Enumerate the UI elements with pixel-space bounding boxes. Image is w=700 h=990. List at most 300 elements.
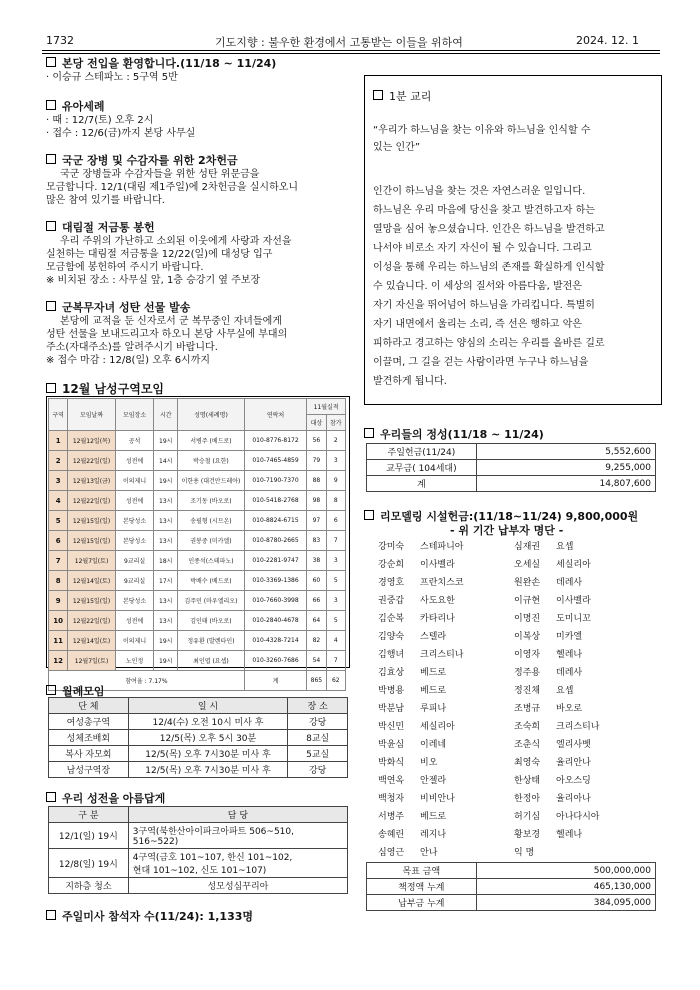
group-cell: 12월13일(금): [68, 471, 115, 491]
donor-baptismal-name: 아나다시아: [556, 812, 600, 822]
donor-name: 권중갑: [378, 596, 405, 606]
donor-name: 조춘식: [514, 740, 541, 750]
col-header: 모임날짜: [68, 399, 115, 431]
donor-name: 허기심: [514, 812, 541, 822]
group-cell: 12월15일(일): [68, 531, 115, 551]
group-cell: 성전에: [115, 611, 154, 631]
teaching-line: 이끌며, 그 길을 걷는 사람이라면 누구나 하느님을: [373, 357, 589, 368]
checkbox-icon: [46, 57, 56, 67]
donation-title: 국군 장병 및 수감자를 위한 2차헌금: [46, 152, 346, 168]
donor-row: [378, 808, 658, 826]
group-row: [49, 591, 346, 611]
donor-list: [378, 538, 658, 862]
col-header: 구 분: [49, 807, 129, 823]
group-cell: 6: [49, 531, 68, 551]
donor-name: 송혜린: [378, 830, 405, 840]
totals-amount: 465,130,000: [476, 879, 655, 895]
donor-row: [378, 736, 658, 754]
military-line: ※ 접수 마감 : 12/8(일) 오후 6시까지: [46, 355, 211, 366]
checkbox-icon: [46, 154, 56, 164]
totals-row: [367, 895, 656, 911]
group-cell: 본당성소: [115, 591, 154, 611]
group-row: [49, 531, 346, 551]
advent-line: 모금함에 봉헌하여 주시기 바랍니다.: [46, 262, 204, 273]
donor-baptismal-name: 프란치스코: [420, 578, 464, 588]
teaching-title: 1분 교리: [373, 88, 431, 104]
group-cell: 송필형 (시므온): [178, 511, 245, 531]
military-line: 주소(자대주소)를 알려주시기 바랍니다.: [46, 342, 218, 353]
donor-name: 박윤심: [378, 740, 405, 750]
donor-baptismal-name: 스테파니아: [420, 542, 464, 552]
donor-name: 조병규: [514, 704, 541, 714]
group-row: [49, 551, 346, 571]
col-header: 성명(세례명): [178, 399, 245, 431]
welcome-title: 본당 전입을 환영합니다.(11/18 ~ 11/24): [46, 55, 346, 71]
donor-baptismal-name: 사도요한: [420, 596, 455, 606]
group-cell: 3: [326, 591, 345, 611]
group-cell: 김주민 (마우엘리오): [178, 591, 245, 611]
baptism-line: · 때 : 12/7(토) 오후 2시: [46, 115, 154, 126]
donor-row: [378, 592, 658, 610]
teaching-body: [373, 182, 605, 391]
monthly-cell: 강당: [288, 762, 348, 778]
donor-baptismal-name: 베드로: [420, 686, 447, 696]
donation-line: 많은 참여 있기를 바랍니다.: [46, 195, 165, 206]
advent-line: 우리 주위의 가난하고 소외된 이웃에게 사랑과 자선을: [60, 236, 292, 247]
donor-name: 조숙희: [514, 722, 541, 732]
teaching-question: “우리가 하느님을 찾는 이유와 하느님을 인식할 수: [373, 125, 591, 136]
group-cell: 88: [307, 471, 326, 491]
donor-row: [378, 844, 658, 862]
donor-baptismal-name: 안나: [420, 848, 438, 858]
donor-name: 최영숙: [514, 758, 541, 768]
offering-amount: 5,552,600: [476, 444, 655, 460]
group-cell: 6: [326, 511, 345, 531]
teaching-line: 열망을 심어 놓으셨습니다. 인간은 하느님을 발견하고: [373, 224, 605, 235]
donor-baptismal-name: 비비안나: [420, 794, 455, 804]
donor-name: 김양숙: [378, 632, 405, 642]
group-cell: 12월15일(일): [68, 511, 115, 531]
donor-baptismal-name: 바오로: [556, 704, 583, 714]
monthly-cell: 12/5(목) 오후 7시30분 미사 후: [128, 762, 288, 778]
teaching-line: 발견하게 됩니다.: [373, 376, 447, 387]
offering-title: 우리들의 정성(11/18 ~ 11/24): [364, 426, 544, 442]
group-cell: 9교리실: [115, 571, 154, 591]
teaching-line: 자기 자신을 뛰어넘어 하느님을 가리킵니다. 특별히: [373, 300, 595, 311]
col-header: 연락처: [244, 399, 306, 431]
teaching-line: 나서야 비로소 자기 자신이 될 수 있습니다. 그리고: [373, 243, 592, 254]
offering-label: 교무금( 104세대): [367, 460, 477, 476]
col-header: 시간: [154, 399, 178, 431]
group-cell: 11: [49, 631, 68, 651]
group-cell: 010-3369-1386: [244, 571, 306, 591]
group-cell: 김인태 (바오로): [178, 611, 245, 631]
group-cell: 1: [49, 431, 68, 451]
group-cell: 38: [307, 551, 326, 571]
cleaning-assignee: 성모성심꾸리아: [128, 878, 347, 894]
donor-name: 정진채: [514, 686, 541, 696]
group-cell: 18시: [154, 551, 178, 571]
military-line: 성탄 선물을 보내드리고자 하오니 본당 사무실에 부대의: [46, 329, 288, 340]
donor-row: [378, 790, 658, 808]
group-cell: 010-5418-2768: [244, 491, 306, 511]
group-cell: 본당성소: [115, 531, 154, 551]
donor-row: [378, 664, 658, 682]
group-cell: 노인정: [115, 651, 154, 671]
monthly-title: 월례모임: [46, 683, 105, 699]
group-cell: 8: [326, 491, 345, 511]
group-row: [49, 511, 346, 531]
advent-line: ※ 비치된 장소 : 사무실 앞, 1층 승강기 옆 주보장: [46, 275, 261, 286]
baptism-line: · 접수 : 12/6(금)까지 본당 사무실: [46, 128, 196, 139]
group-cell: 010-3260-7686: [244, 651, 306, 671]
donor-baptismal-name: 카타리나: [420, 614, 455, 624]
donor-baptismal-name: 이사벨라: [556, 596, 591, 606]
teaching-box: [364, 75, 662, 405]
offering-table: [366, 443, 656, 492]
group-cell: 12월7일(토): [68, 551, 115, 571]
donor-baptismal-name: 비오: [420, 758, 438, 768]
monthly-cell: 남성구역장: [49, 762, 129, 778]
donor-name: 박화식: [378, 758, 405, 768]
donor-baptismal-name: 레지나: [420, 830, 447, 840]
monthly-row: [49, 746, 348, 762]
military-title: 군복무자녀 성탄 선물 발송: [46, 299, 346, 315]
group-cell: 12월22일(일): [68, 451, 115, 471]
monthly-row: [49, 730, 348, 746]
offering-label: 계: [367, 476, 477, 492]
donor-name: 오세실: [514, 560, 541, 570]
donor-baptismal-name: 헬레나: [556, 650, 583, 660]
checkbox-icon: [46, 383, 56, 393]
group-cell: 97: [307, 511, 326, 531]
group-cell: 12월14일(토): [68, 631, 115, 651]
group-cell: 19시: [154, 631, 178, 651]
group-cell: 5: [49, 511, 68, 531]
group-cell: 최인엽 (요셉): [178, 651, 245, 671]
totals-body: [367, 863, 656, 911]
monthly-cell: 5교실: [288, 746, 348, 762]
donor-name: 이규현: [514, 596, 541, 606]
group-cell: 5: [326, 571, 345, 591]
group-cell: 정유환 (발렌타인): [178, 631, 245, 651]
col-header: 모임장소: [115, 399, 154, 431]
announcements: [46, 55, 346, 367]
group-cell: 박배수 (베드로): [178, 571, 245, 591]
totals-label: 납부금 누계: [367, 895, 477, 911]
teaching-line: 자기 내면에서 울리는 소리, 즉 선은 행하고 악은: [373, 319, 582, 330]
group-cell: 4: [326, 631, 345, 651]
total-participants: 62: [326, 671, 345, 691]
donor-row: [378, 718, 658, 736]
offering-body: [367, 444, 656, 492]
checkbox-icon: [46, 100, 56, 110]
checkbox-icon: [46, 221, 56, 231]
donor-baptismal-name: 베드로: [420, 668, 447, 678]
donor-baptismal-name: 세실리아: [556, 560, 591, 570]
donor-name: 이복상: [514, 632, 541, 642]
totals-row: [367, 863, 656, 879]
donor-baptismal-name: 요셉: [556, 686, 574, 696]
group-cell: 010-7660-3998: [244, 591, 306, 611]
monthly-table: [48, 697, 348, 778]
group-cell: 2: [49, 451, 68, 471]
donor-name: 심재권: [514, 542, 541, 552]
monthly-row: [49, 714, 348, 730]
group-cell: 4: [49, 491, 68, 511]
group-cell: 7: [49, 551, 68, 571]
issue-number: 1732: [46, 34, 74, 47]
groups-table: [48, 398, 346, 691]
group-cell: 서병주 (베드로): [178, 431, 245, 451]
donor-row: [378, 574, 658, 592]
teaching-line: 이성을 통해 우리는 하느님의 존재를 확실하게 인식할: [373, 262, 605, 273]
header-divider: [42, 50, 660, 51]
donor-name: 정주용: [514, 668, 541, 678]
group-row: [49, 471, 346, 491]
donor-name: 백청자: [378, 794, 405, 804]
group-cell: 010-8824-6715: [244, 511, 306, 531]
group-cell: 010-2840-4678: [244, 611, 306, 631]
group-cell: 조기동 (바오로): [178, 491, 245, 511]
teaching-line: 하느님은 우리 마음에 당신을 찾고 발견하고자 하는: [373, 205, 595, 216]
military-line: 본당에 교적을 둔 신자로서 군 복무중인 자녀들에게: [60, 316, 282, 327]
donor-baptismal-name: 엘리사벳: [556, 740, 591, 750]
donor-row: [378, 772, 658, 790]
donor-baptismal-name: 베드로: [420, 812, 447, 822]
group-cell: 19시: [154, 471, 178, 491]
group-cell: 인종석(스테파노): [178, 551, 245, 571]
donor-name: 경영호: [378, 578, 405, 588]
group-cell: 12월14일(토): [68, 571, 115, 591]
cleaning-date: 지하층 청소: [49, 878, 129, 894]
donor-name: 박신민: [378, 722, 405, 732]
donor-baptismal-name: 안젤라: [420, 776, 447, 786]
monthly-cell: 복사 자모회: [49, 746, 129, 762]
donor-baptismal-name: 루피나: [420, 704, 447, 714]
total-target: 865: [307, 671, 326, 691]
donor-name: 서병주: [378, 812, 405, 822]
group-cell: 56: [307, 431, 326, 451]
monthly-cell: 여성총구역: [49, 714, 129, 730]
group-cell: 성전에: [115, 491, 154, 511]
donor-name: 김행녀: [378, 650, 405, 660]
checkbox-icon: [364, 428, 374, 438]
offering-amount: 14,807,600: [476, 476, 655, 492]
group-cell: 64: [307, 611, 326, 631]
group-cell: 60: [307, 571, 326, 591]
cleaning-assignee: 4구역(금호 101~107, 한신 101~102, 현대 101~102, 신도 101~107): [128, 849, 347, 878]
checkbox-icon: [46, 301, 56, 311]
group-row: [49, 651, 346, 671]
donor-row: [378, 754, 658, 772]
group-cell: 010-7465-4859: [244, 451, 306, 471]
offering-row: [367, 476, 656, 492]
group-cell: 박승철 (요한): [178, 451, 245, 471]
col-header: 담 당: [128, 807, 347, 823]
group-cell: 010-4328-7214: [244, 631, 306, 651]
group-cell: 19시: [154, 651, 178, 671]
group-cell: 이의제니: [115, 631, 154, 651]
group-cell: 3: [326, 451, 345, 471]
group-cell: 9교리실: [115, 551, 154, 571]
checkbox-icon: [373, 90, 383, 100]
group-row: [49, 451, 346, 471]
group-cell: 19시: [154, 431, 178, 451]
donor-row: [378, 538, 658, 556]
col-header: 단 체: [49, 698, 129, 714]
donor-name: 한상태: [514, 776, 541, 786]
remodel-subtitle: - 위 기간 납부자 명단 -: [450, 524, 564, 537]
group-cell: 14시: [154, 451, 178, 471]
donor-baptismal-name: 아오스딩: [556, 776, 591, 786]
group-cell: 13시: [154, 591, 178, 611]
group-cell: 010-8780-2665: [244, 531, 306, 551]
group-row: [49, 431, 346, 451]
donor-row: [378, 610, 658, 628]
totals-label: 목표 금액: [367, 863, 477, 879]
teaching-line: 수 있습니다. 이 세상의 질서와 아름다움, 발전은: [373, 281, 582, 292]
donor-row: [378, 826, 658, 844]
donor-row: [378, 682, 658, 700]
totals-label: 책정액 누계: [367, 879, 477, 895]
group-cell: 3: [326, 551, 345, 571]
group-cell: 5: [326, 611, 345, 631]
group-cell: 9: [326, 471, 345, 491]
group-cell: 010-8776-8172: [244, 431, 306, 451]
group-cell: 66: [307, 591, 326, 611]
col-header: 구역: [49, 399, 68, 431]
donor-row: [378, 700, 658, 718]
offering-amount: 9,255,000: [476, 460, 655, 476]
checkbox-icon: [46, 685, 56, 695]
col-header: 11월실적: [307, 399, 346, 415]
donor-baptismal-name: 데레사: [556, 668, 583, 678]
group-cell: 10: [49, 611, 68, 631]
group-cell: 010-7190-7370: [244, 471, 306, 491]
group-cell: 98: [307, 491, 326, 511]
monthly-body: [49, 714, 348, 778]
group-cell: 3: [49, 471, 68, 491]
advent-line: 실천하는 대림절 저금통을 12/22(일)에 대성당 입구: [46, 249, 273, 260]
offering-row: [367, 444, 656, 460]
group-cell: 이의제니: [115, 471, 154, 491]
teaching-question: 있는 인간”: [373, 142, 420, 153]
monthly-cell: 성체조배회: [49, 730, 129, 746]
donor-baptismal-name: 도미니꼬: [556, 614, 591, 624]
group-cell: 13시: [154, 531, 178, 551]
donor-name: 익 명: [514, 848, 535, 858]
col-header: 장 소: [288, 698, 348, 714]
baptism-title: 유아세례: [46, 98, 346, 114]
donation-line: 모금합니다. 12/1(대림 제1주일)에 2차헌금을 실시하오니: [46, 182, 299, 193]
group-cell: 2: [326, 431, 345, 451]
donor-row: [378, 556, 658, 574]
donor-baptismal-name: 율리안나: [556, 758, 591, 768]
donor-name: 박분남: [378, 704, 405, 714]
groups-title: 12월 남성구역모임: [46, 380, 164, 397]
col-header: 참가: [326, 415, 345, 431]
group-cell: 12월7일(토): [68, 651, 115, 671]
remodel-totals-table: [366, 862, 656, 911]
monthly-cell: 강당: [288, 714, 348, 730]
donor-baptismal-name: 율리아나: [556, 794, 591, 804]
group-cell: 010-2281-9747: [244, 551, 306, 571]
group-cell: 7: [326, 531, 345, 551]
group-cell: 12월22일(일): [68, 491, 115, 511]
donor-baptismal-name: 세실리아: [420, 722, 455, 732]
donor-row: [378, 628, 658, 646]
col-header: 대상: [307, 415, 326, 431]
cleaning-date: 12/1(일) 19시: [49, 823, 129, 849]
donor-name: 강미숙: [378, 542, 405, 552]
attendance-title: 주일미사 참석자 수(11/24): 1,133명: [46, 908, 253, 924]
donor-baptismal-name: 크리스티나: [556, 722, 600, 732]
donor-baptismal-name: 이사벨라: [420, 560, 455, 570]
group-cell: 이한용 (대건안드레아): [178, 471, 245, 491]
group-cell: 13시: [154, 511, 178, 531]
group-cell: 79: [307, 451, 326, 471]
donor-row: [378, 646, 658, 664]
participation-rate: 참여율 : 7.17%: [49, 671, 245, 691]
donor-name: 박병용: [378, 686, 405, 696]
group-cell: 13시: [154, 611, 178, 631]
offering-row: [367, 460, 656, 476]
group-cell: 성전에: [115, 451, 154, 471]
group-cell: 83: [307, 531, 326, 551]
cleaning-date: 12/8(일) 19시: [49, 849, 129, 878]
remodel-title: 리모델링 시설헌금:(11/18~11/24) 9,800,000원: [364, 508, 638, 524]
prayer-intention: 기도지향 : 불우한 환경에서 고통받는 이들을 위하여: [215, 36, 463, 49]
donor-baptismal-name: 크리스티나: [420, 650, 464, 660]
cleaning-assignee: 3구역(북한산아이파크아파트 506~510, 516~522): [128, 823, 347, 849]
group-row: [49, 571, 346, 591]
cleaning-table: [48, 806, 348, 894]
donor-name: 한정아: [514, 794, 541, 804]
checkbox-icon: [46, 910, 56, 920]
checkbox-icon: [364, 510, 374, 520]
monthly-row: [49, 762, 348, 778]
group-cell: 13시: [154, 491, 178, 511]
donor-baptismal-name: 미카엘: [556, 632, 583, 642]
group-cell: 권봉중 (미카엘): [178, 531, 245, 551]
col-header: 일 시: [128, 698, 288, 714]
donor-name: 원완손: [514, 578, 541, 588]
donor-baptismal-name: 스텔라: [420, 632, 447, 642]
group-cell: 본당성소: [115, 511, 154, 531]
teaching-line: 인간이 하느님을 찾는 것은 자연스러운 일입니다.: [373, 186, 586, 197]
donor-name: 이명진: [514, 614, 541, 624]
group-cell: 9: [49, 591, 68, 611]
donor-baptismal-name: 헬레나: [556, 830, 583, 840]
header-divider-2: [42, 53, 660, 54]
group-cell: 82: [307, 631, 326, 651]
group-row: [49, 611, 346, 631]
group-cell: 공석: [115, 431, 154, 451]
donor-name: 김효상: [378, 668, 405, 678]
donor-name: 심영근: [378, 848, 405, 858]
group-cell: 12월12일(목): [68, 431, 115, 451]
donor-baptismal-name: 데레사: [556, 578, 583, 588]
welcome-line: · 이승규 스테파노 : 5구역 5반: [46, 72, 178, 83]
teaching-line: 피하라고 경고하는 양심의 소리는 우리를 올바른 길로: [373, 338, 605, 349]
donor-name: 강순희: [378, 560, 405, 570]
monthly-cell: 12/4(수) 오전 10시 미사 후: [128, 714, 288, 730]
group-cell: 12월22일(일): [68, 611, 115, 631]
bulletin-date: 2024. 12. 1: [576, 34, 639, 47]
group-row: [49, 631, 346, 651]
offering-label: 주일헌금(11/24): [367, 444, 477, 460]
